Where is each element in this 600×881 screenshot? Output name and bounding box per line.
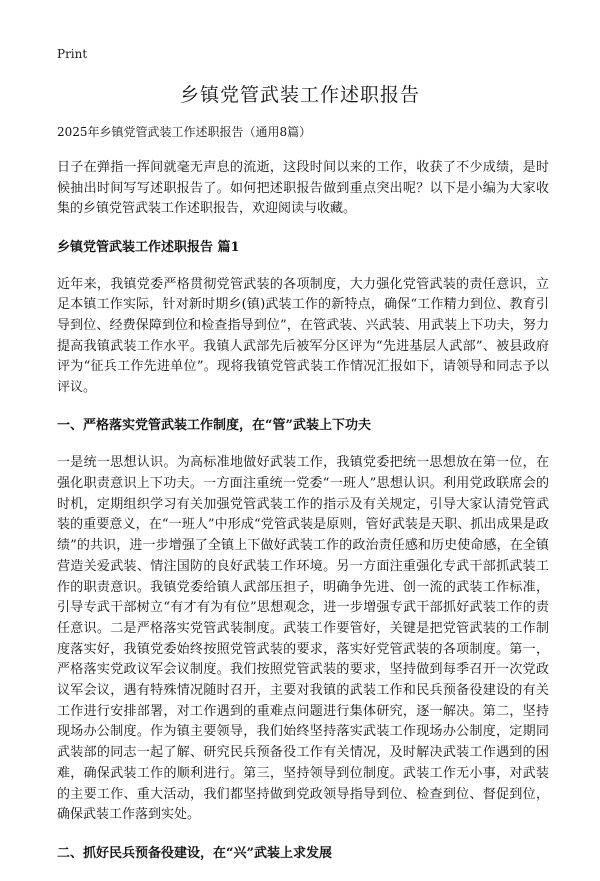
- section-2-heading: 二、抓好民兵预备役建设，在“兴”武装上求发展: [57, 846, 332, 861]
- section-1-body: 一是统一思想认识。为高标准地做好武装工作，我镇党委把统一思想放在第一位，在强化职责意识上下功夫。一方面注重统一党委“一班人”思想认识。利用党政联席会的时机，定期组织学习有关加强党管武装工作的指示及有关规定，引导大家认清党管武装的重要意义，在“一班人”中形成“党管武装是原则，管好武装是天职、抓出成果是政绩”的共识，进一步增强了全镇上下做好武装工作的政治责任感和历史使命感，在全镇营造关爱武装、情注国防的良好武装工作环境。另一方面注重强化专武干部抓武装工作的职责意识。我镇党委给镇人武部压担子，明确争先进、创一流的武装工作标准，引导专武干部树立“有才有为有位”思想观念，进一步增强专武干部抓好武装工作的责任意识。二是严格落实党管武装制度。武装工作要管好，关键是把党管武装的工作制度落实好，我镇党委始终按照党管武装的要求，落实好党管武装的各项制度。第一，严格落实党政议军会议制度。我们按照党管武装的要求，坚持做到每季召开一次党政议军会议，遇有特殊情况随时召开，主要对我镇的武装工作和民兵预备役建设的有关工作进行安排部署，对工作遇到的重难点问题进行集体研究，逐一解决。第二，坚持现场办公制度。作为镇主要领导，我们始终坚持落实武装工作现场办公制度，定期同武装部的同志一起了解、研究民兵预备役工作有关情况，及时解决武装工作遇到的困难，确保武装工作的顺利进行。第三，坚持领导到位制度。武装工作无小事，对武装的主要工作、重大活动，我们都坚持做到党政领导指导到位、检查到位、督促到位，确保武装工作落到实处。: [57, 455, 549, 823]
- document-body: [57, 123, 549, 881]
- document-title: 乡镇党管武装工作述职报告: [179, 84, 420, 106]
- article-heading: 乡镇党管武装工作述职报告 篇1: [57, 239, 240, 255]
- document-subtitle: 2025年乡镇党管武装工作述职报告（通用8篇）: [57, 125, 312, 139]
- section-1-heading: 一、严格落实党管武装工作制度，在“管”武装上下功夫: [57, 418, 371, 434]
- print-link[interactable]: Print: [57, 47, 88, 61]
- intro-paragraph: 日子在弹指一挥间就毫无声息的流逝，这段时间以来的工作，收获了不少成绩，是时候抽出时间写写述职报告了。如何把述职报告做到重点突出呢？以下是小编为大家收集的乡镇党管武装工作述职报告，欢迎阅读与收藏。: [57, 160, 549, 217]
- opening-paragraph: 近年来，我镇党委严格贯彻党管武装的各项制度，大力强化党管武装的责任意识，立足本镇工作实际，针对新时期乡(镇)武装工作的新特点，确保“工作精力到位、教育引导到位、经费保障到位和检查指导到位”，在管武装、兴武装、用武装上下功夫，努力提高我镇武装工作水平。我镇人武部先后被军分区评为“先进基层人武部”、被县政府评为“征兵工作先进单位”。现将我镇党管武装工作情况汇报如下，请领导和同志予以评议。: [57, 276, 549, 395]
